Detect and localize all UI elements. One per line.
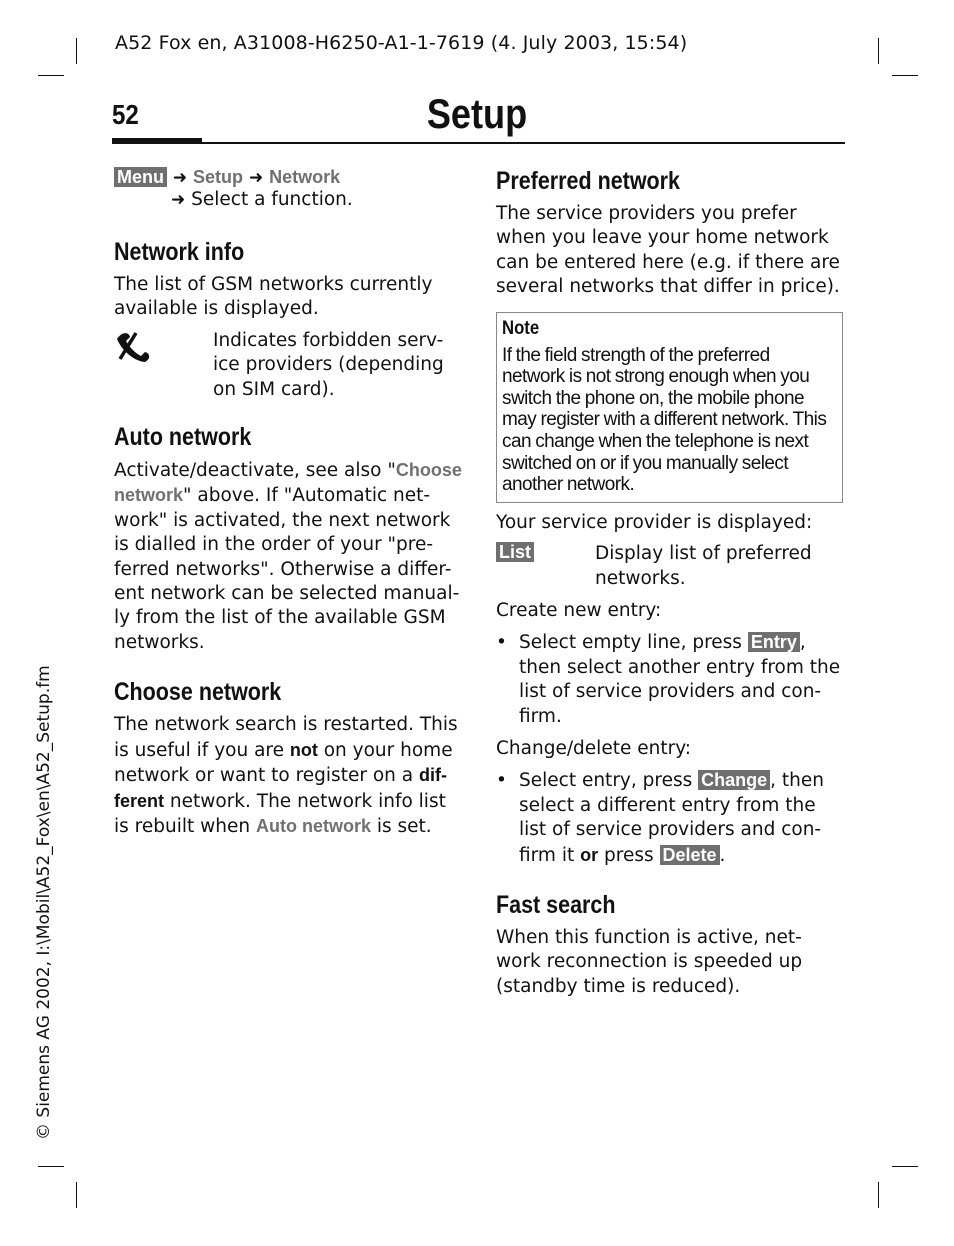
arrow-icon: ➜ xyxy=(248,168,264,188)
note-box xyxy=(496,312,843,503)
page-title: Setup xyxy=(426,90,528,137)
choose-network-text xyxy=(114,713,462,839)
preferred-network-text: The service providers you prefer when you leave your home network can be entered here (e.g. if there are several networks that differ in price). xyxy=(496,203,840,298)
right-column xyxy=(496,166,844,999)
text-run: is set. xyxy=(370,815,432,837)
text-run: , then select a different entry from the list of service providers and con-firm it xyxy=(519,770,824,866)
crop-mark xyxy=(76,38,77,64)
bullet-icon: • xyxy=(496,632,507,654)
text-run: Select empty line, press xyxy=(519,632,748,654)
crop-mark xyxy=(878,1182,879,1208)
text-run: on your home network or want to register on a xyxy=(114,739,453,787)
menu-item-network[interactable]: Network xyxy=(269,167,341,187)
crop-mark xyxy=(76,1182,77,1208)
crop-mark xyxy=(878,38,879,64)
menu-softkey[interactable]: Menu xyxy=(114,167,167,187)
text-run: network. The network info list is rebuilt when xyxy=(114,790,446,837)
text-run: Activate/deactivate, see also " xyxy=(114,460,396,482)
text-run: , then select another entry from the list of service providers and con-firm. xyxy=(519,632,841,727)
forbidden-icon-description: Indicates forbidden serv-ice providers (depending on SIM card). xyxy=(213,329,444,400)
fast-search-heading: Fast search xyxy=(496,891,616,920)
emphasis-or: or xyxy=(580,844,599,865)
left-column xyxy=(114,166,462,839)
emphasis-different: dif-ferent xyxy=(114,765,447,811)
note-text: If the field strength of the preferred network is not strong enough when you switch the phone on, the mobile phone may register with a different network. This can change when the telephone is next switched on or if you manually select another network. xyxy=(502,344,827,496)
crop-mark xyxy=(892,75,918,76)
provider-display-text: Your service provider is displayed: xyxy=(496,511,813,533)
crop-mark xyxy=(38,1166,64,1167)
crop-mark xyxy=(38,75,64,76)
text-run: press xyxy=(598,844,660,866)
choose-network-link[interactable]: Choose network xyxy=(114,460,462,506)
list-softkey-description: Display list of preferred networks. xyxy=(595,543,812,589)
entry-softkey[interactable]: Entry xyxy=(748,632,800,652)
auto-network-link[interactable]: Auto network xyxy=(255,815,371,836)
text-run: The network search is restarted. This is useful if you are xyxy=(114,714,458,761)
menu-path-instruction: Select a function. xyxy=(191,189,353,210)
network-info-text: The list of GSM networks currently available is displayed. xyxy=(114,274,433,320)
copyright-side-note: © Siemens AG 2002, I:\Mobil\A52_Fox\en\A52_Setup.fm xyxy=(34,665,54,1140)
page-number: 52 xyxy=(112,99,139,130)
network-info-heading: Network info xyxy=(114,238,245,266)
create-entry-instruction xyxy=(519,631,844,729)
arrow-icon: ➜ xyxy=(171,190,186,210)
preferred-network-heading: Preferred network xyxy=(496,167,681,195)
delete-softkey[interactable]: Delete xyxy=(660,845,720,865)
change-entry-label: Change/delete entry: xyxy=(496,738,692,760)
fast-search-text: When this function is active, net-work reconnection is speeded up (standby time is reduced). xyxy=(496,927,803,997)
list-item xyxy=(496,631,844,729)
auto-network-heading: Auto network xyxy=(114,423,252,452)
emphasis-not: not xyxy=(289,739,318,760)
document-header: A52 Fox en, A31008-H6250-A1-1-7619 (4. July 2003, 15:54) xyxy=(115,32,688,54)
list-softkey[interactable]: List xyxy=(496,542,534,562)
list-item xyxy=(496,769,844,868)
change-softkey[interactable]: Change xyxy=(698,770,770,790)
menu-path xyxy=(114,166,462,211)
auto-network-text xyxy=(114,458,462,655)
note-title: Note xyxy=(502,317,540,339)
menu-item-setup[interactable]: Setup xyxy=(193,167,244,187)
forbidden-phone-icon xyxy=(114,329,152,363)
choose-network-heading: Choose network xyxy=(114,678,282,707)
arrow-icon: ➜ xyxy=(172,168,188,188)
text-run: " above. If "Automatic net-work" is activated, the next network is dialled in the order of your "pre-ferred networks". Otherwise a differ-ent network can be selected manual-ly from the list of the available GSM networks. xyxy=(114,485,460,653)
text-run: . xyxy=(719,844,726,866)
bullet-icon: • xyxy=(496,770,507,792)
create-entry-label: Create new entry: xyxy=(496,600,662,621)
change-entry-instruction xyxy=(519,769,844,868)
text-run: Select entry, press xyxy=(519,770,699,792)
crop-mark xyxy=(892,1166,918,1167)
title-rule xyxy=(112,142,845,144)
